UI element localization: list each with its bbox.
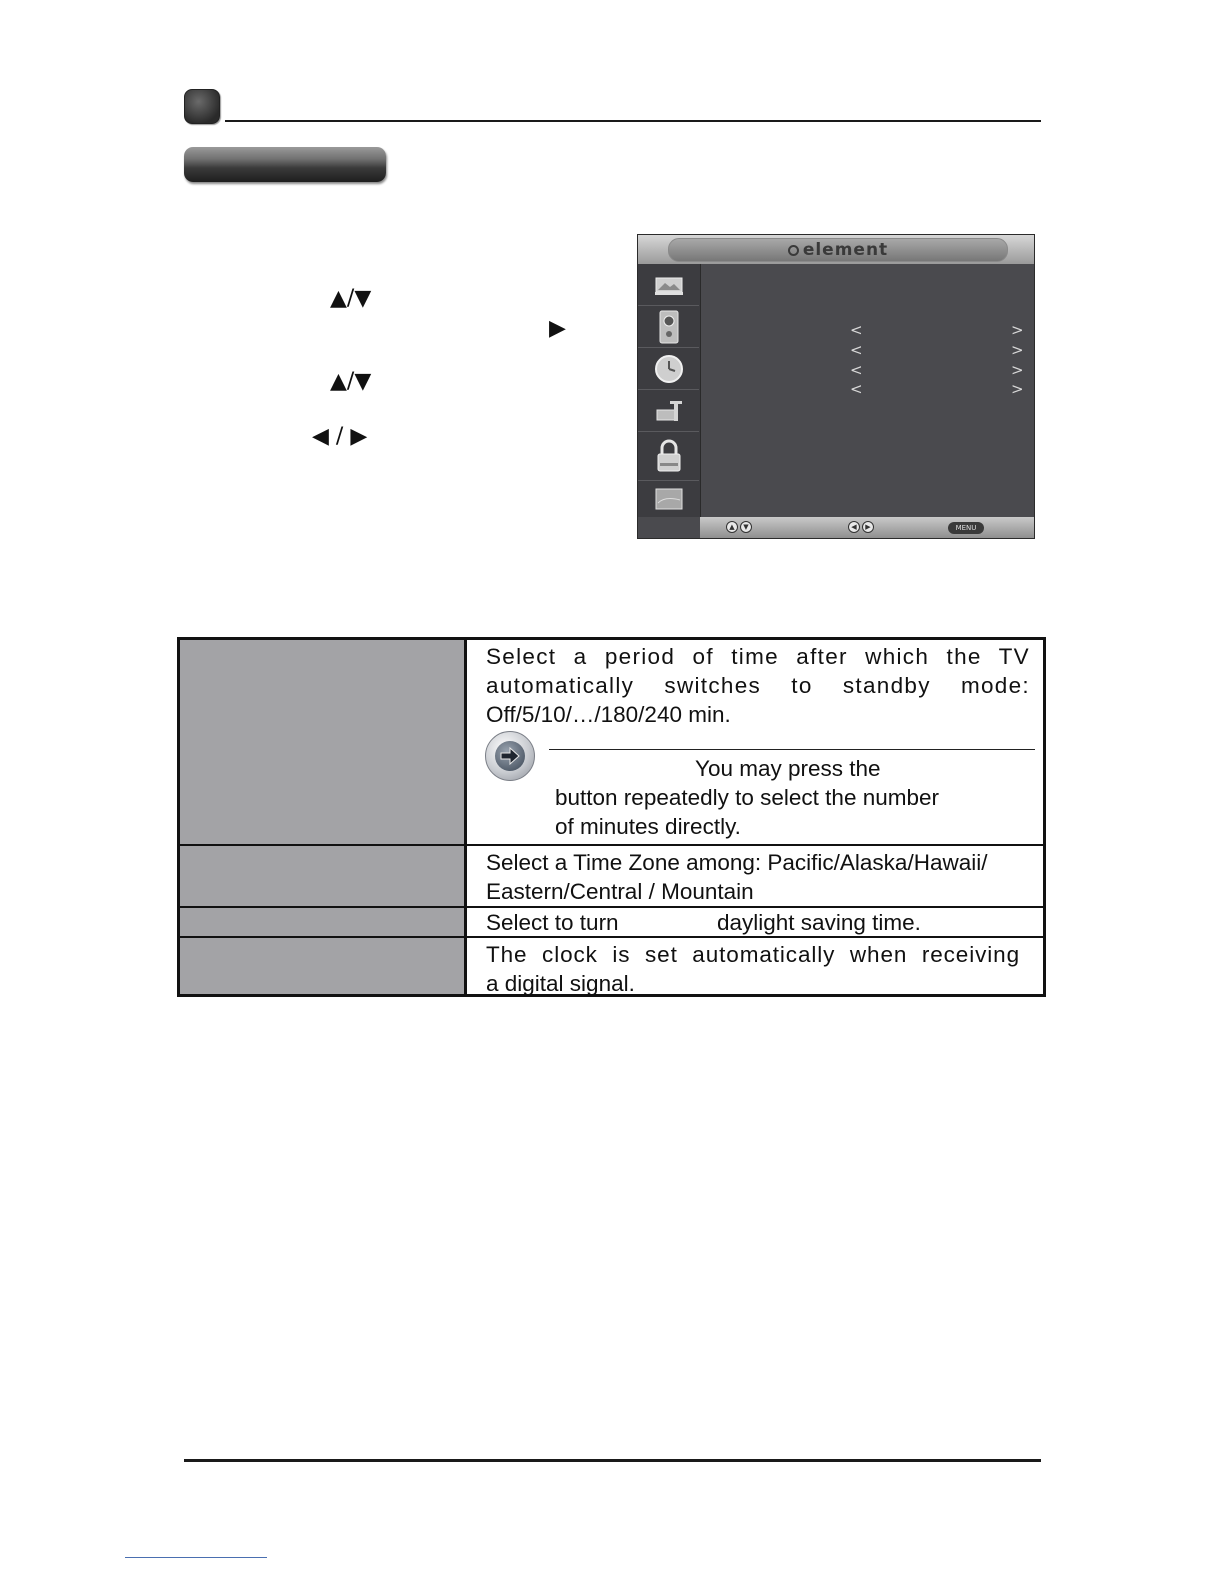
osd-row-left-arrow[interactable]: < [850,341,863,359]
note-divider [549,749,1035,750]
clock-description [486,940,1020,998]
down-button-icon: ▼ [740,521,752,533]
note-line: button repeatedly to select the number [555,785,939,810]
clock-icon [654,354,684,384]
tools-icon [654,398,684,424]
picture-icon [654,274,684,296]
sleep-timer-description [486,642,1030,729]
osd-logo [668,238,1008,262]
osd-row-right-arrow[interactable]: > [1011,380,1024,398]
left-right-arrows-icon: ◀ / ▶ [312,424,368,449]
up-down-arrows-icon: ▲/▼ [330,369,372,394]
osd-row-right-arrow[interactable]: > [1011,341,1024,359]
speaker-icon [657,310,681,344]
osd-tab-time[interactable] [638,348,699,390]
footer-rule [184,1459,1041,1462]
daylight-saving-description: Select to turn [486,910,619,935]
text-line: a digital signal. [486,971,635,996]
text-line: Eastern/Central / Mountain [486,879,754,904]
osd-tab-picture[interactable] [638,264,699,306]
daylight-saving-description-end: daylight saving time. [717,910,921,935]
table-label-column [180,640,467,994]
section-title-pill [184,147,386,182]
osd-tab-lock[interactable] [638,432,699,481]
table-row-divider [180,844,1043,846]
left-button-icon: ◀ [848,521,860,533]
right-button-icon: ▶ [862,521,874,533]
footer-link-underline[interactable] [125,1557,267,1558]
text-line: Select a period of time after which the TV [486,644,1030,669]
up-button-icon: ▲ [726,521,738,533]
osd-title-bar [638,235,1034,264]
osd-row-left-arrow[interactable]: < [850,321,863,339]
time-zone-description [486,848,987,906]
note-line: of minutes directly. [555,814,741,839]
lock-icon [655,439,683,473]
settings-table [177,637,1046,997]
osd-tab-sound[interactable] [638,306,699,348]
chapter-number-badge [184,89,220,124]
osd-logo-text: element [802,240,889,260]
header-rule [225,120,1041,122]
right-arrow-icon: ▶ [549,316,566,341]
osd-row-right-arrow[interactable]: > [1011,361,1024,379]
text-line: The clock is set automatically when receiving [486,942,1020,967]
osd-tab-setup[interactable] [638,390,699,432]
note-icon [485,731,535,781]
up-down-arrows-icon: ▲/▼ [330,286,372,311]
text-line: Off/5/10/…/180/240 min. [486,702,731,727]
text-line: Select a Time Zone among: Pacific/Alaska/Hawaii/ [486,850,988,875]
osd-tab-channel[interactable] [638,481,699,517]
element-logo-icon [788,245,799,256]
osd-sidebar [638,264,701,517]
osd-row-left-arrow[interactable]: < [850,361,863,379]
tv-menu-screenshot [637,234,1035,539]
osd-row-left-arrow[interactable]: < [850,380,863,398]
screen-icon [655,488,683,510]
right-arrow-icon [500,747,520,765]
text-line: automatically switches to standby mode: [486,673,1030,698]
osd-row-right-arrow[interactable]: > [1011,321,1024,339]
note-line: You may press the [695,756,881,781]
osd-help-bar [700,517,1034,538]
menu-button-icon: MENU [948,522,984,534]
